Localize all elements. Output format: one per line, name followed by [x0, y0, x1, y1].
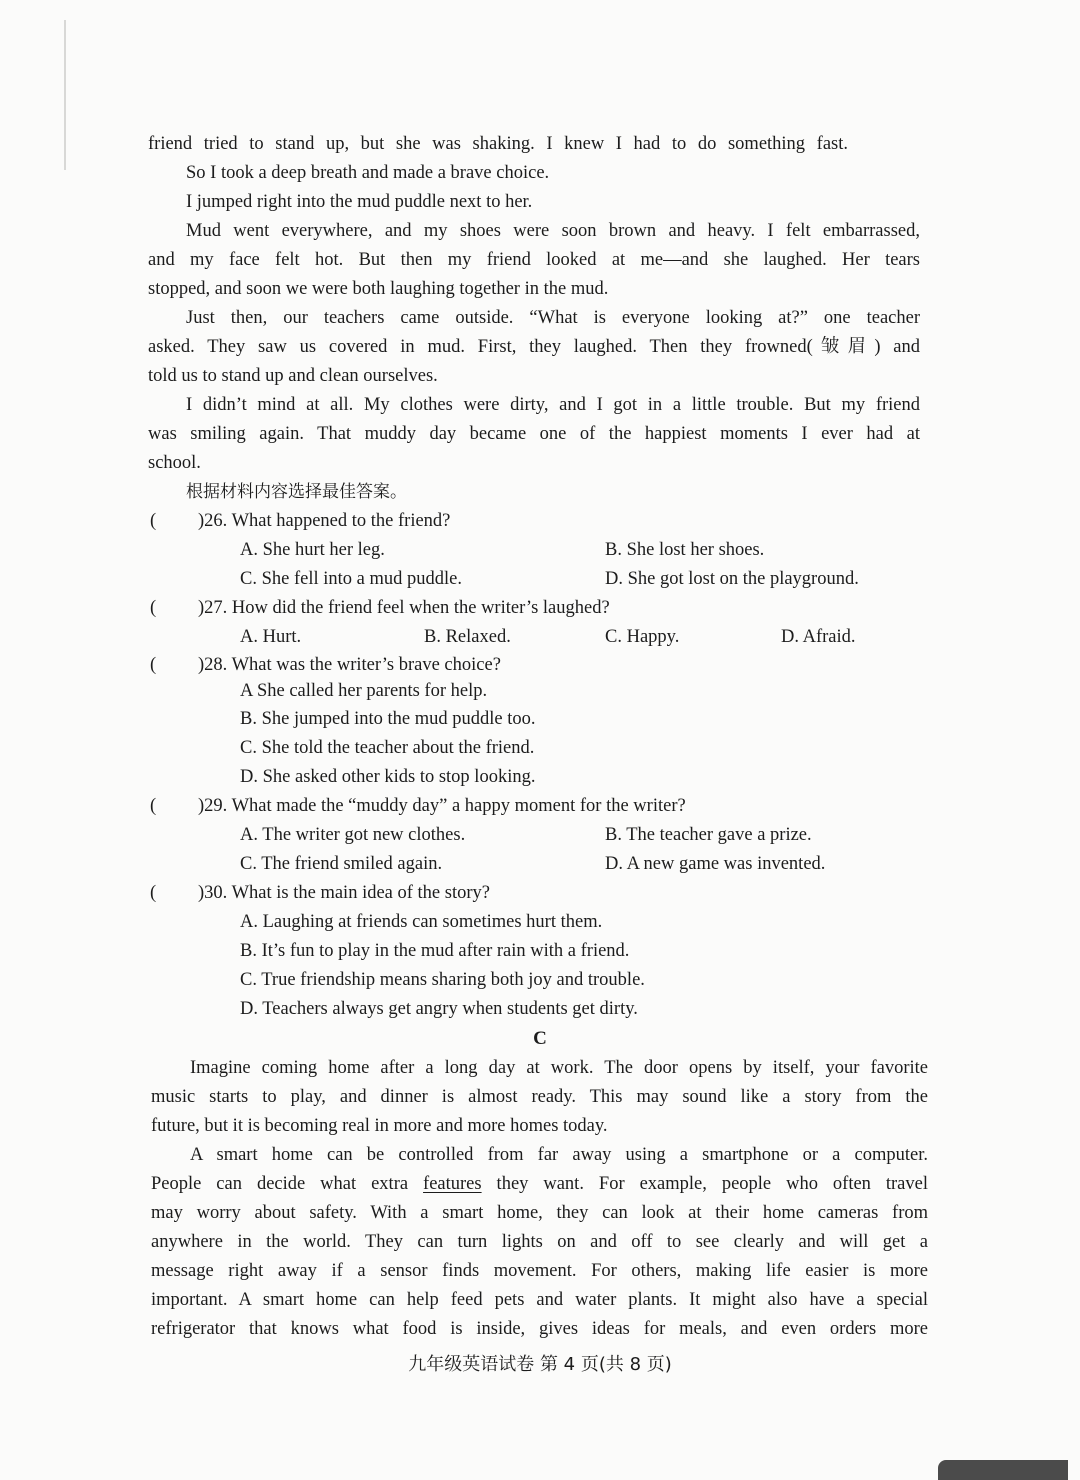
answer-blank[interactable]: (	[150, 511, 157, 531]
passage-line: refrigerator that knows what food is inside, gives ideas for meals, and even orders more	[151, 1319, 928, 1339]
passage-line: A smart home can be controlled from far away using a smartphone or a computer.	[190, 1145, 928, 1165]
option-d: D. Afraid.	[781, 627, 856, 647]
option-d: D. She asked other kids to stop looking.	[240, 767, 536, 787]
option-c: C. She fell into a mud puddle.	[240, 569, 462, 589]
passage-line: may worry about safety. With a smart home, they can look at their home cameras from	[151, 1203, 928, 1223]
question-stem: )29. What made the “muddy day” a happy moment for the writer?	[198, 796, 686, 816]
option-a: A She called her parents for help.	[240, 681, 488, 701]
option-c: C. True friendship means sharing both joy and trouble.	[240, 970, 645, 990]
underlined-word: features	[423, 1174, 482, 1194]
passage-line: So I took a deep breath and made a brave choice.	[186, 163, 550, 183]
question-stem: )26. What happened to the friend?	[198, 511, 451, 531]
passage-line: was smiling again. That muddy day became one of the happiest moments I ever had at	[148, 424, 920, 444]
option-c: C. The friend smiled again.	[240, 854, 443, 874]
section-heading: C	[533, 1028, 547, 1049]
option-b: B. She jumped into the mud puddle too.	[240, 709, 536, 729]
passage-line: I didn’t mind at all. My clothes were dirty, and I got in a little trouble. But my friend	[186, 395, 920, 415]
passage-line: message right away if a sensor finds movement. For others, making life easier is more	[151, 1261, 928, 1281]
passage-line: asked. They saw us covered in mud. First, they laughed. Then they frowned(皱眉) and	[148, 337, 920, 357]
text-run: People can decide what extra	[151, 1174, 424, 1194]
passage-line: future, but it is becoming real in more and more homes today.	[151, 1116, 608, 1136]
page-footer: 九年级英语试卷 第 4 页(共 8 页)	[408, 1354, 672, 1375]
passage-line: Just then, our teachers came outside. “What is everyone looking at?” one teacher	[186, 308, 920, 328]
passage-line: I jumped right into the mud puddle next to her.	[186, 192, 533, 212]
passage-line: school.	[148, 453, 201, 473]
option-d: D. A new game was invented.	[605, 854, 826, 874]
option-d: D. Teachers always get angry when students get dirty.	[240, 999, 638, 1019]
option-b: B. It’s fun to play in the mud after rain with a friend.	[240, 941, 630, 961]
question-stem: )28. What was the writer’s brave choice?	[198, 655, 501, 675]
option-b: B. The teacher gave a prize.	[605, 825, 812, 845]
answer-blank[interactable]: (	[150, 598, 157, 618]
passage-line	[151, 1170, 928, 1199]
text-run: they want. For example, people who often travel	[481, 1174, 928, 1194]
option-d: D. She got lost on the playground.	[605, 569, 859, 589]
passage-line: anywhere in the world. They can turn lights on and off to see clearly and will get a	[151, 1232, 928, 1252]
passage-line: and my face felt hot. But then my friend looked at me—and she laughed. Her tears	[148, 250, 920, 270]
passage-line: music starts to play, and dinner is almost ready. This may sound like a story from the	[151, 1087, 928, 1107]
option-a: A. Hurt.	[240, 627, 302, 647]
answer-blank[interactable]: (	[150, 796, 157, 816]
passage-line: Imagine coming home after a long day at work. The door opens by itself, your favorite	[190, 1058, 928, 1078]
passage-line: friend tried to stand up, but she was shaking. I knew I had to do something fast.	[148, 134, 848, 154]
passage-line: important. A smart home can help feed pets and water plants. It might also have a special	[151, 1290, 928, 1310]
instruction-text: 根据材料内容选择最佳答案。	[186, 482, 407, 502]
option-b: B. She lost her shoes.	[605, 540, 765, 560]
watermark-badge	[938, 1460, 1068, 1480]
question-stem: )30. What is the main idea of the story?	[198, 883, 490, 903]
option-c: C. She told the teacher about the friend.	[240, 738, 535, 758]
scan-fold-line	[64, 20, 66, 170]
answer-blank[interactable]: (	[150, 655, 157, 675]
answer-blank[interactable]: (	[150, 883, 157, 903]
option-b: B. Relaxed.	[424, 627, 511, 647]
option-a: A. She hurt her leg.	[240, 540, 385, 560]
passage-line: told us to stand up and clean ourselves.	[148, 366, 438, 386]
option-c: C. Happy.	[605, 627, 680, 647]
option-a: A. Laughing at friends can sometimes hurt them.	[240, 912, 603, 932]
passage-line: Mud went everywhere, and my shoes were soon brown and heavy. I felt embarrassed,	[186, 221, 920, 241]
option-a: A. The writer got new clothes.	[240, 825, 466, 845]
question-stem: )27. How did the friend feel when the writer’s laughed?	[198, 598, 610, 618]
passage-line: stopped, and soon we were both laughing together in the mud.	[148, 279, 609, 299]
